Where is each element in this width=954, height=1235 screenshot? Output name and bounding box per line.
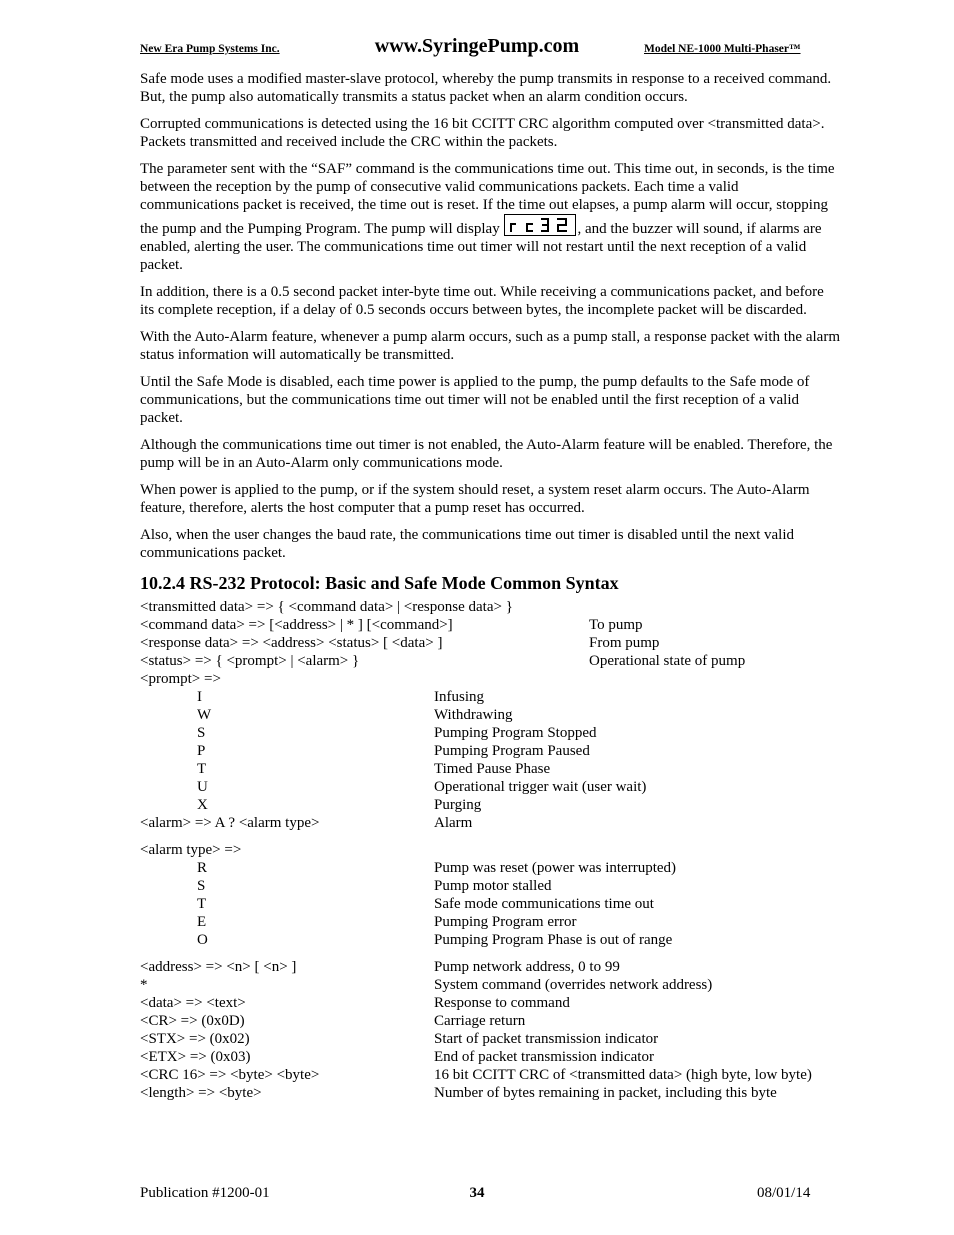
prompt-desc: Operational trigger wait (user wait) <box>434 779 647 795</box>
syntax-term: <transmitted data> => { <command data> | <response data> } <box>140 599 513 615</box>
prompt-row <box>140 724 840 742</box>
syntax-term: <command data> => [<address> | * ] [<command>] <box>140 617 453 633</box>
definition-term: <STX> => (0x02) <box>140 1031 250 1047</box>
definition-row <box>140 976 840 994</box>
alarm-type-row <box>140 931 840 949</box>
syntax-table <box>140 598 840 1102</box>
definition-term: * <box>140 977 148 993</box>
alarm-code: O <box>197 932 208 948</box>
alarm-desc: Pumping Program error <box>434 914 577 930</box>
alarm-code: S <box>197 878 206 894</box>
prompt-row <box>140 706 840 724</box>
paragraph-safe-mode: Safe mode uses a modified master-slave protocol, whereby the pump transmits in response to a received command. But, the pump also automatically transmits a status packet when an alarm condition occurs. <box>140 71 832 105</box>
paragraph-reset-alarm: When power is applied to the pump, or if the system should reset, a system reset alarm occurs. The Auto-Alarm feature, therefore, alerts the host computer that a pump reset has occurred. <box>140 482 810 516</box>
paragraph-baud-rate: Also, when the user changes the baud rate, the communications time out timer is disabled until the next valid communications packet. <box>140 527 795 561</box>
syntax-row <box>140 670 840 688</box>
definition-row <box>140 1030 840 1048</box>
syntax-term: <alarm> => A ? <alarm type> <box>140 815 320 831</box>
page-body <box>140 70 840 1102</box>
paragraph-saf-text-b: , and the buzzer will sound, if alarms are enabled, alerting the user. The communications time out timer will not restart until the next reception of a valid packet. <box>140 221 822 273</box>
page-number: 34 <box>469 1185 485 1201</box>
definition-desc: Pump network address, 0 to 99 <box>434 959 620 975</box>
definition-row <box>140 1012 840 1030</box>
definition-desc: System command (overrides network address) <box>434 977 713 993</box>
alarm-type-row <box>140 913 840 931</box>
syntax-row <box>140 616 840 634</box>
section-title: 10.2.4 RS-232 Protocol: Basic and Safe Mode Common Syntax <box>140 573 619 593</box>
publication-date: 08/01/14 <box>757 1185 811 1201</box>
syntax-desc: From pump <box>589 635 660 651</box>
alarm-type-row <box>140 895 840 913</box>
paragraph-defaults: Until the Safe Mode is disabled, each time power is applied to the pump, the pump defaults to the Safe mode of communications, but the communications time out timer will not be enabled until the first reception of a valid packet. <box>140 374 810 426</box>
prompt-code: I <box>197 689 202 705</box>
prompt-row <box>140 742 840 760</box>
syntax-term: <response data> => <address> <status> [ <data> ] <box>140 635 443 651</box>
prompt-desc: Pumping Program Stopped <box>434 725 597 741</box>
prompt-code: X <box>197 797 208 813</box>
definition-desc: 16 bit CCITT CRC of <transmitted data> (high byte, low byte) <box>434 1067 812 1083</box>
syntax-term: <alarm type> => <box>140 842 242 858</box>
alarm-desc: Pump motor stalled <box>434 878 552 894</box>
prompt-row <box>140 778 840 796</box>
syntax-row <box>140 652 840 670</box>
paragraph-crc: Corrupted communications is detected using the 16 bit CCITT CRC algorithm computed over <transmitted data>. Packets transmitted and received include the CRC within the packets. <box>140 116 825 150</box>
prompt-desc: Infusing <box>434 689 484 705</box>
definition-row <box>140 1084 840 1102</box>
definition-term: <data> => <text> <box>140 995 246 1011</box>
definition-row <box>140 1066 840 1084</box>
definition-row <box>140 994 840 1012</box>
definition-desc: Carriage return <box>434 1013 526 1029</box>
prompt-desc: Purging <box>434 797 482 813</box>
syntax-desc: Operational state of pump <box>589 653 746 669</box>
syntax-row <box>140 634 840 652</box>
prompt-row <box>140 688 840 706</box>
syntax-term: <status> => { <prompt> | <alarm> } <box>140 653 360 669</box>
definition-desc: Response to command <box>434 995 570 1011</box>
paragraph-inter-byte: In addition, there is a 0.5 second packet inter-byte time out. While receiving a communications packet, and before its complete reception, if a delay of 0.5 seconds occurs between bytes, the incomplete packet will be discarded. <box>140 284 824 318</box>
prompt-desc: Withdrawing <box>434 707 513 723</box>
prompt-row <box>140 796 840 814</box>
definition-desc: Number of bytes remaining in packet, including this byte <box>434 1085 777 1101</box>
company-name: New Era Pump Systems Inc. <box>140 43 280 55</box>
paragraph-auto-alarm: With the Auto-Alarm feature, whenever a pump alarm occurs, such as a pump stall, a response packet with the alarm status information will automatically be transmitted. <box>140 329 840 363</box>
prompt-code: T <box>197 761 207 777</box>
syntax-desc: To pump <box>589 617 643 633</box>
definition-term: <ETX> => (0x03) <box>140 1049 251 1065</box>
alarm-desc: Pumping Program Phase is out of range <box>434 932 673 948</box>
prompt-row <box>140 760 840 778</box>
prompt-code: S <box>197 725 206 741</box>
alarm-code: T <box>197 896 207 912</box>
definition-desc: Start of packet transmission indicator <box>434 1031 659 1047</box>
definition-row <box>140 1048 840 1066</box>
syntax-term: <prompt> => <box>140 671 221 687</box>
syntax-row <box>140 814 840 832</box>
prompt-code: W <box>197 707 212 723</box>
definition-desc: End of packet transmission indicator <box>434 1049 654 1065</box>
syntax-desc: Alarm <box>434 815 473 831</box>
alarm-code: R <box>197 860 208 876</box>
alarm-type-row <box>140 859 840 877</box>
definition-term: <length> => <byte> <box>140 1085 262 1101</box>
paragraph-saf-parameter <box>140 160 840 274</box>
definition-term: <address> => <n> [ <n> ] <box>140 959 297 975</box>
lcd-display-icon <box>504 214 576 236</box>
syntax-row <box>140 841 840 859</box>
publication-number: Publication #1200-01 <box>140 1185 270 1201</box>
prompt-code: P <box>197 743 206 759</box>
definition-term: <CRC 16> => <byte> <byte> <box>140 1067 320 1083</box>
alarm-type-row <box>140 877 840 895</box>
prompt-code: U <box>197 779 208 795</box>
alarm-desc: Safe mode communications time out <box>434 896 654 912</box>
website-title: www.SyringePump.com <box>374 35 580 57</box>
definition-row <box>140 958 840 976</box>
alarm-code: E <box>197 914 207 930</box>
syntax-row <box>140 598 840 616</box>
prompt-desc: Timed Pause Phase <box>434 761 551 777</box>
model-name: Model NE-1000 Multi-Phaser™ <box>644 43 801 55</box>
paragraph-saf-text-a: The parameter sent with the “SAF” command is the communications time out. This time out, in seconds, is the time between the reception by the pump of consecutive valid communications packets. Each time a valid communications packet is received, the time out is reset. If the time out elapses, a pump alarm will occur, stopping the pump and the Pumping Program. The pump will display <box>140 161 835 237</box>
prompt-desc: Pumping Program Paused <box>434 743 590 759</box>
paragraph-auto-alarm-only: Although the communications time out timer is not enabled, the Auto-Alarm feature will be enabled. Therefore, the pump will be in an Auto-Alarm only communications mode. <box>140 437 833 471</box>
alarm-desc: Pump was reset (power was interrupted) <box>434 860 677 876</box>
definition-term: <CR> => (0x0D) <box>140 1013 245 1029</box>
